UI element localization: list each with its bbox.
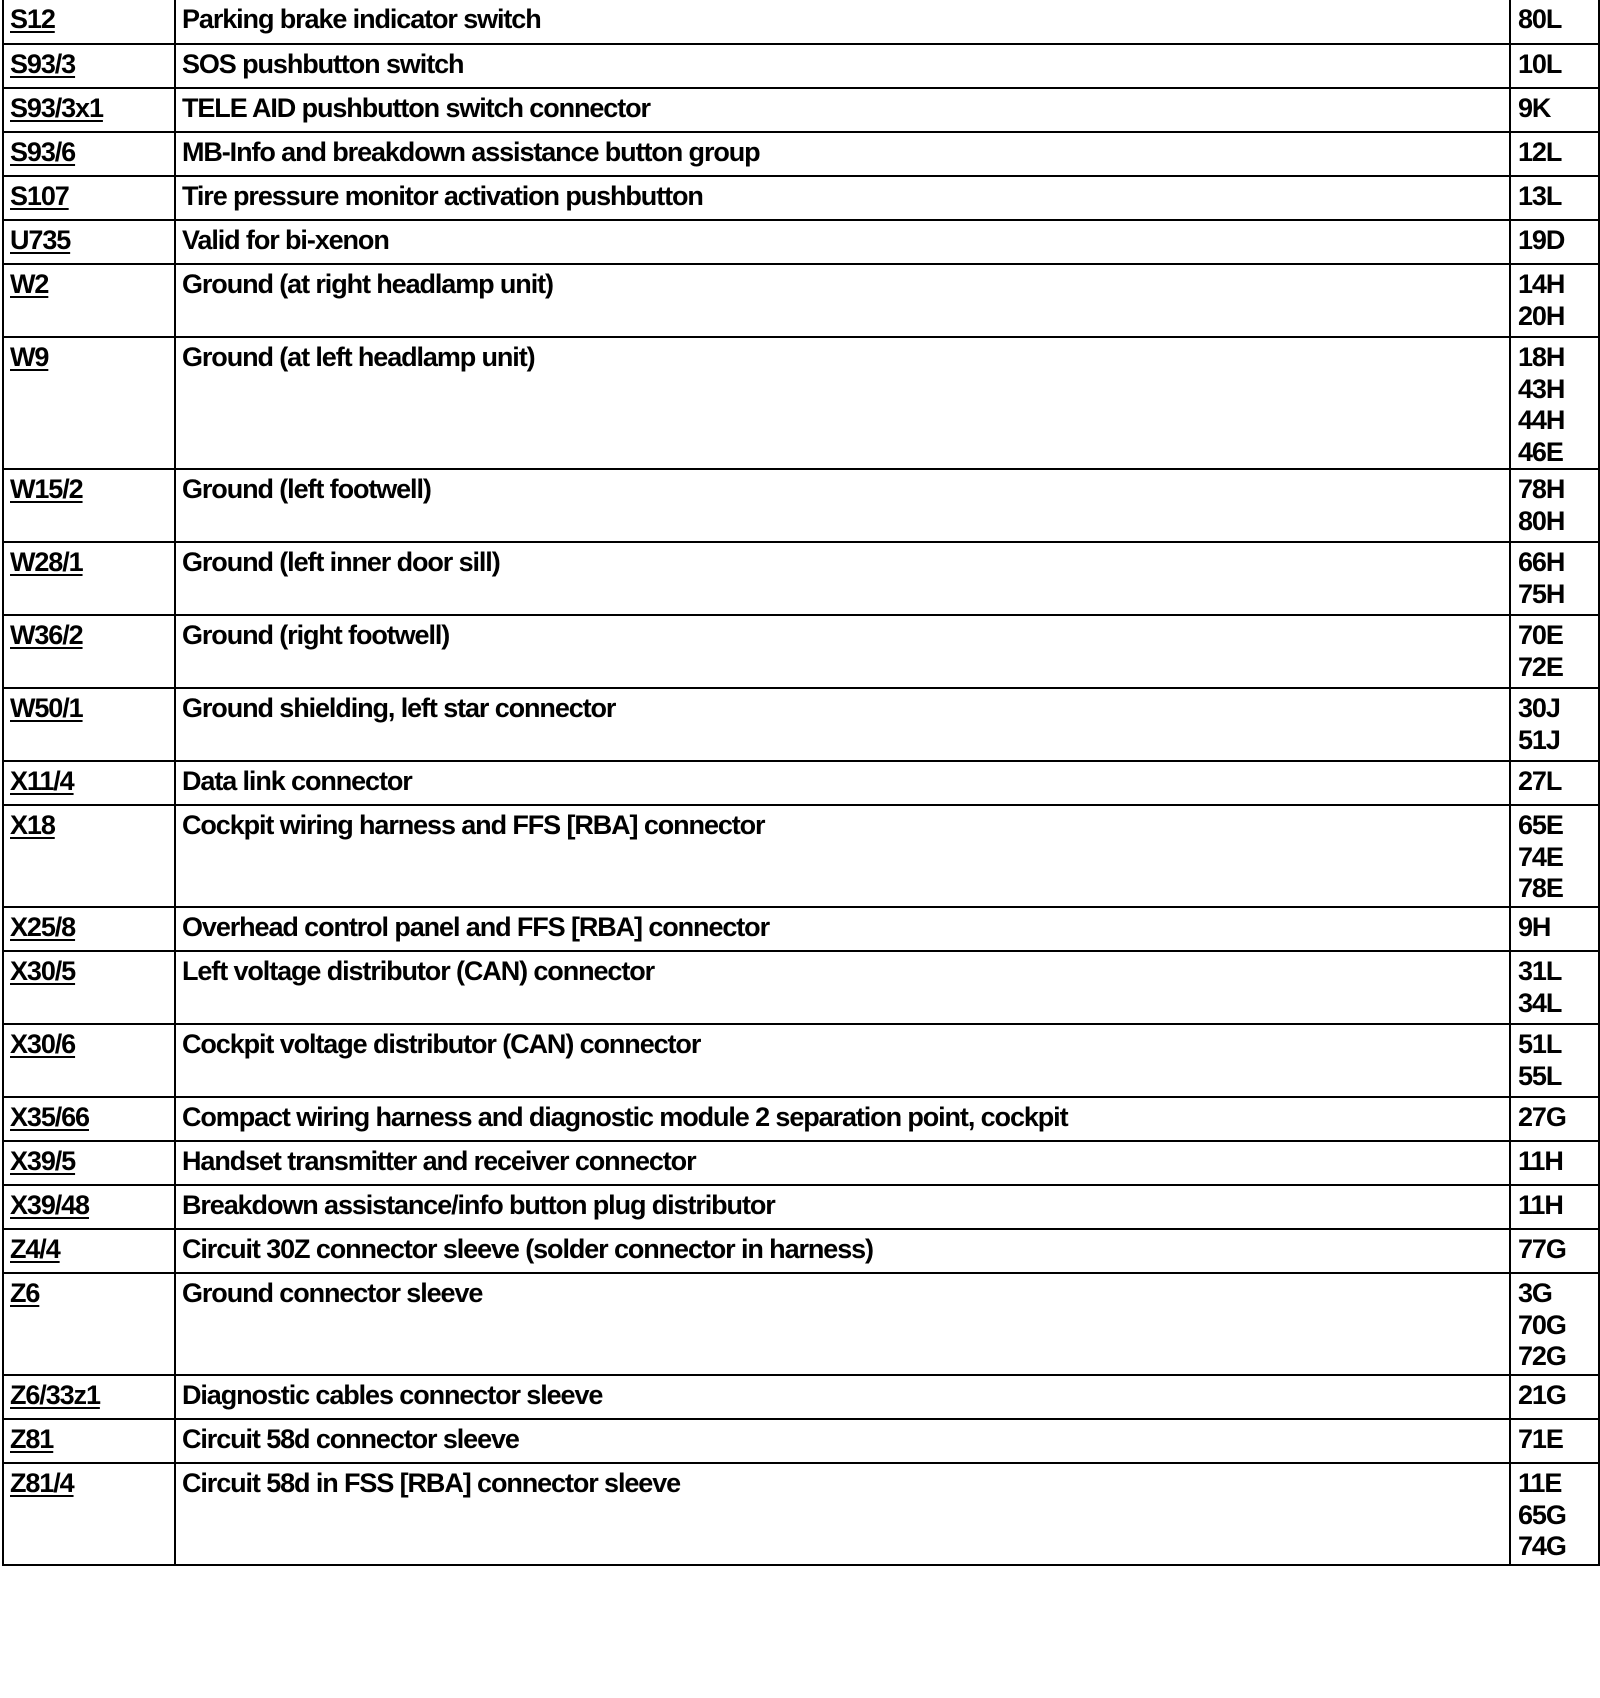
component-description: Handset transmitter and receiver connector — [175, 1141, 1510, 1185]
grid-reference-cell — [1510, 44, 1599, 88]
component-description: Parking brake indicator switch — [175, 0, 1510, 44]
grid-reference: 77G — [1518, 1234, 1566, 1264]
table-row — [3, 615, 1599, 688]
table-row — [3, 1375, 1599, 1419]
component-code-cell — [3, 1141, 175, 1185]
grid-reference: 74G — [1518, 1531, 1566, 1561]
table-row — [3, 542, 1599, 615]
table-row — [3, 264, 1599, 337]
grid-reference: 66H — [1518, 547, 1565, 577]
grid-reference: 70G — [1518, 1309, 1566, 1340]
component-code-cell — [3, 337, 175, 469]
grid-reference: 51L — [1518, 1029, 1562, 1059]
component-code-cell — [3, 688, 175, 761]
grid-reference-cell — [1510, 1141, 1599, 1185]
table-row — [3, 907, 1599, 951]
component-legend-table — [2, 0, 1600, 1566]
grid-reference: 10L — [1518, 49, 1562, 79]
component-description: Ground (left footwell) — [175, 469, 1510, 542]
grid-reference: 46E — [1518, 436, 1563, 467]
component-code-cell — [3, 615, 175, 688]
grid-reference: 65G — [1518, 1499, 1566, 1530]
grid-reference-cell — [1510, 337, 1599, 469]
component-code-cell — [3, 88, 175, 132]
grid-reference-cell — [1510, 264, 1599, 337]
table-row — [3, 88, 1599, 132]
grid-reference: 43H — [1518, 373, 1565, 404]
component-description: Tire pressure monitor activation pushbutton — [175, 176, 1510, 220]
grid-reference: 20H — [1518, 300, 1565, 331]
table-row — [3, 805, 1599, 907]
component-code-link[interactable]: U735 — [10, 225, 71, 255]
component-code-link[interactable]: S93/6 — [10, 137, 76, 167]
component-code-link[interactable]: X30/5 — [10, 956, 76, 986]
grid-reference-cell — [1510, 1273, 1599, 1375]
grid-reference: 9H — [1518, 912, 1551, 942]
grid-reference: 14H — [1518, 269, 1565, 299]
component-description: Ground connector sleeve — [175, 1273, 1510, 1375]
grid-reference-cell — [1510, 1097, 1599, 1141]
grid-reference: 80H — [1518, 505, 1565, 536]
grid-reference: 78H — [1518, 474, 1565, 504]
grid-reference: 70E — [1518, 620, 1563, 650]
component-code-cell — [3, 805, 175, 907]
table-row — [3, 337, 1599, 469]
table-row — [3, 469, 1599, 542]
table-row — [3, 176, 1599, 220]
grid-reference: 71E — [1518, 1424, 1563, 1454]
component-description: Ground (at right headlamp unit) — [175, 264, 1510, 337]
grid-reference: 65E — [1518, 810, 1563, 840]
grid-reference-cell — [1510, 1229, 1599, 1273]
component-code-cell — [3, 907, 175, 951]
component-code-link[interactable]: W28/1 — [10, 547, 83, 577]
component-code-cell — [3, 44, 175, 88]
legend-body — [3, 0, 1599, 1565]
component-code-cell — [3, 220, 175, 264]
component-code-cell — [3, 264, 175, 337]
component-code-link[interactable]: X11/4 — [10, 766, 74, 796]
component-code-cell — [3, 132, 175, 176]
component-code-cell — [3, 1273, 175, 1375]
grid-reference: 44H — [1518, 405, 1565, 435]
component-code-cell — [3, 1097, 175, 1141]
grid-reference-cell — [1510, 0, 1599, 44]
grid-reference-cell — [1510, 132, 1599, 176]
component-description: Overhead control panel and FFS [RBA] connector — [175, 907, 1510, 951]
grid-reference-cell — [1510, 1185, 1599, 1229]
grid-reference: 72E — [1518, 651, 1563, 682]
component-code-link[interactable]: Z6/33z1 — [10, 1380, 100, 1410]
grid-reference: 18H — [1518, 342, 1565, 372]
grid-reference-cell — [1510, 220, 1599, 264]
component-description: Cockpit voltage distributor (CAN) connector — [175, 1024, 1510, 1097]
grid-reference-cell — [1510, 761, 1599, 805]
table-row — [3, 132, 1599, 176]
component-description: Breakdown assistance/info button plug distributor — [175, 1185, 1510, 1229]
component-code-link[interactable]: Z6 — [10, 1278, 40, 1308]
component-description: Diagnostic cables connector sleeve — [175, 1375, 1510, 1419]
component-description: Data link connector — [175, 761, 1510, 805]
component-description: Circuit 30Z connector sleeve (solder connector in harness) — [175, 1229, 1510, 1273]
component-code-link[interactable]: X35/66 — [10, 1102, 89, 1132]
table-row — [3, 688, 1599, 761]
grid-reference: 13L — [1518, 181, 1562, 211]
component-code-link[interactable]: Z81/4 — [10, 1468, 74, 1498]
grid-reference-cell — [1510, 805, 1599, 907]
component-code-cell — [3, 1463, 175, 1565]
table-row — [3, 1273, 1599, 1375]
grid-reference: 74E — [1518, 841, 1563, 872]
table-row — [3, 951, 1599, 1024]
component-code-cell — [3, 0, 175, 44]
table-row — [3, 0, 1599, 44]
component-description: TELE AID pushbutton switch connector — [175, 88, 1510, 132]
component-code-link[interactable]: Z81 — [10, 1424, 54, 1454]
component-code-link[interactable]: X25/8 — [10, 912, 76, 942]
grid-reference: 9K — [1518, 93, 1551, 123]
grid-reference: 12L — [1518, 137, 1562, 167]
grid-reference: 11H — [1518, 1146, 1563, 1176]
table-row — [3, 1185, 1599, 1229]
component-description: Ground (at left headlamp unit) — [175, 337, 1510, 469]
grid-reference: 27G — [1518, 1102, 1566, 1132]
grid-reference: 27L — [1518, 766, 1562, 796]
component-code-cell — [3, 1185, 175, 1229]
table-row — [3, 761, 1599, 805]
component-code-link[interactable]: W9 — [10, 342, 49, 372]
component-code-link[interactable]: X30/6 — [10, 1029, 76, 1059]
grid-reference-cell — [1510, 907, 1599, 951]
component-code-link[interactable]: S12 — [10, 4, 55, 34]
component-code-cell — [3, 1419, 175, 1463]
grid-reference: 78E — [1518, 873, 1563, 903]
component-code-link[interactable]: W36/2 — [10, 620, 83, 650]
grid-reference: 3G — [1518, 1278, 1552, 1308]
component-description: Ground (left inner door sill) — [175, 542, 1510, 615]
component-code-cell — [3, 1024, 175, 1097]
component-code-cell — [3, 1229, 175, 1273]
grid-reference-cell — [1510, 1463, 1599, 1565]
grid-reference-cell — [1510, 1375, 1599, 1419]
grid-reference: 11H — [1518, 1190, 1563, 1220]
component-code-link[interactable]: S107 — [10, 181, 69, 211]
component-code-link[interactable]: W50/1 — [10, 693, 83, 723]
component-code-link[interactable]: X18 — [10, 810, 55, 840]
component-code-cell — [3, 176, 175, 220]
grid-reference-cell — [1510, 176, 1599, 220]
table-row — [3, 1229, 1599, 1273]
table-row — [3, 44, 1599, 88]
grid-reference: 19D — [1518, 225, 1565, 255]
component-description: SOS pushbutton switch — [175, 44, 1510, 88]
component-code-link[interactable]: W2 — [10, 269, 49, 299]
grid-reference: 75H — [1518, 578, 1565, 609]
component-code-link[interactable]: W15/2 — [10, 474, 83, 504]
component-code-cell — [3, 542, 175, 615]
table-row — [3, 1097, 1599, 1141]
component-code-link[interactable]: S93/3x1 — [10, 93, 103, 123]
grid-reference-cell — [1510, 688, 1599, 761]
component-code-cell — [3, 1375, 175, 1419]
component-code-cell — [3, 951, 175, 1024]
table-row — [3, 220, 1599, 264]
component-code-cell — [3, 469, 175, 542]
grid-reference: 21G — [1518, 1380, 1566, 1410]
component-description: Ground (right footwell) — [175, 615, 1510, 688]
component-description: Circuit 58d in FSS [RBA] connector sleeve — [175, 1463, 1510, 1565]
component-description: Cockpit wiring harness and FFS [RBA] connector — [175, 805, 1510, 907]
component-code-link[interactable]: S93/3 — [10, 49, 76, 79]
grid-reference: 72G — [1518, 1341, 1566, 1371]
component-code-cell — [3, 761, 175, 805]
grid-reference-cell — [1510, 469, 1599, 542]
grid-reference: 55L — [1518, 1060, 1562, 1091]
component-code-link[interactable]: Z4/4 — [10, 1234, 60, 1264]
table-row — [3, 1141, 1599, 1185]
grid-reference: 30J — [1518, 693, 1560, 723]
grid-reference: 80L — [1518, 4, 1562, 34]
component-description: Valid for bi-xenon — [175, 220, 1510, 264]
grid-reference-cell — [1510, 542, 1599, 615]
table-row — [3, 1024, 1599, 1097]
grid-reference-cell — [1510, 88, 1599, 132]
grid-reference-cell — [1510, 951, 1599, 1024]
grid-reference: 11E — [1518, 1468, 1562, 1498]
table-row — [3, 1419, 1599, 1463]
component-description: Circuit 58d connector sleeve — [175, 1419, 1510, 1463]
grid-reference-cell — [1510, 1419, 1599, 1463]
grid-reference: 34L — [1518, 987, 1562, 1018]
component-description: Compact wiring harness and diagnostic module 2 separation point, cockpit — [175, 1097, 1510, 1141]
component-code-link[interactable]: X39/48 — [10, 1190, 89, 1220]
component-description: Ground shielding, left star connector — [175, 688, 1510, 761]
grid-reference: 31L — [1518, 956, 1562, 986]
grid-reference: 51J — [1518, 724, 1560, 755]
grid-reference-cell — [1510, 1024, 1599, 1097]
grid-reference-cell — [1510, 615, 1599, 688]
component-code-link[interactable]: X39/5 — [10, 1146, 76, 1176]
component-description: Left voltage distributor (CAN) connector — [175, 951, 1510, 1024]
table-row — [3, 1463, 1599, 1565]
component-description: MB-Info and breakdown assistance button group — [175, 132, 1510, 176]
